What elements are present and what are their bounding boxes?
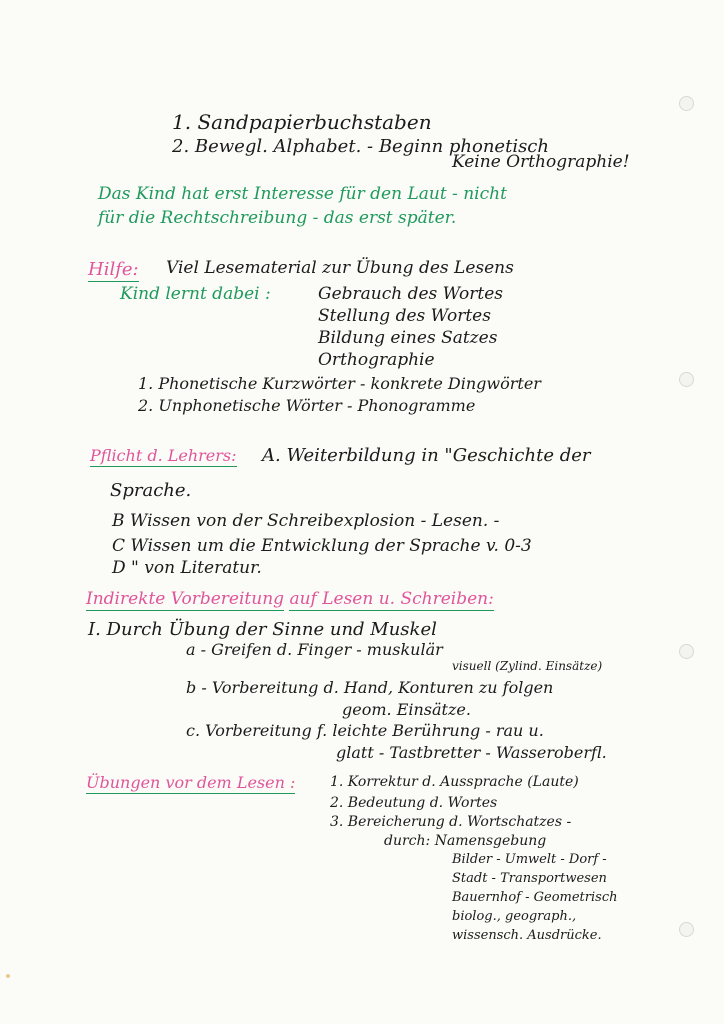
punch-hole — [679, 644, 694, 659]
uebung-3-item-2: Stadt - Transportwesen — [452, 871, 607, 886]
uebung-3-by: durch: Namensgebung — [384, 833, 547, 849]
punch-hole — [679, 372, 694, 387]
list-item-unphonetic-words: 2. Unphonetische Wörter - Phonogramme — [138, 396, 476, 415]
item-c-sub: glatt - Tastbretter - Wasseroberfl. — [336, 743, 607, 762]
pflicht-item-d: D " von Literatur. — [112, 558, 262, 578]
pflicht-label — [90, 448, 237, 464]
green-note-line-1: Das Kind hat erst Interesse für den Laut - nicht — [98, 184, 507, 204]
kind-item-position: Stellung des Wortes — [318, 306, 491, 326]
paper-speck — [6, 974, 10, 978]
uebungen-label — [86, 775, 295, 791]
punch-hole — [679, 922, 694, 937]
pflicht-item-a: A. Weiterbildung in "Geschichte der — [262, 445, 591, 466]
hilfe-label-text: Hilfe: — [88, 259, 139, 280]
kind-label: Kind lernt dabei : — [120, 284, 271, 304]
kind-item-usage: Gebrauch des Wortes — [318, 284, 503, 304]
indirekte-heading-part-1: Indirekte Vorbereitung — [86, 589, 285, 609]
pflicht-item-a-cont: Sprache. — [110, 480, 192, 501]
kind-item-sentence: Bildung eines Satzes — [318, 328, 498, 348]
hilfe-label — [88, 261, 139, 279]
list-item-movable-alphabet: 2. Bewegl. Alphabet. - Beginn phonetisch — [172, 136, 549, 157]
uebung-3-item-5: wissensch. Ausdrücke. — [452, 928, 602, 943]
list-item-sandpaper-letters: 1. Sandpapierbuchstaben — [172, 110, 432, 134]
uebungen-label-text: Übungen vor dem Lesen : — [86, 773, 296, 792]
uebung-2: 2. Bedeutung d. Wortes — [330, 795, 498, 811]
item-b-hand: b - Vorbereitung d. Hand, Konturen zu folgen — [186, 678, 554, 697]
indirekte-heading — [86, 591, 494, 608]
item-a-sub: visuell (Zylind. Einsätze) — [452, 659, 603, 673]
kind-item-orthography: Orthographie — [318, 350, 435, 370]
note-no-orthography: Keine Orthographie! — [452, 152, 630, 172]
item-b-sub: geom. Einsätze. — [342, 700, 471, 719]
item-c-touch: c. Vorbereitung f. leichte Berührung - rau u. — [186, 721, 544, 740]
punch-hole — [679, 96, 694, 111]
hilfe-text: Viel Lesematerial zur Übung des Lesens — [166, 258, 514, 278]
uebung-3-item-3: Bauernhof - Geometrisch — [452, 890, 618, 905]
pflicht-item-b: B Wissen von der Schreibexplosion - Lesen. - — [112, 511, 500, 531]
list-item-phonetic-words: 1. Phonetische Kurzwörter - konkrete Dingwörter — [138, 374, 541, 393]
uebung-1: 1. Korrektur d. Aussprache (Laute) — [330, 774, 579, 790]
section-i-heading: I. Durch Übung der Sinne und Muskel — [88, 619, 437, 640]
indirekte-heading-part-2: auf Lesen u. Schreiben: — [289, 589, 494, 609]
uebung-3-item-4: biolog., geograph., — [452, 909, 577, 924]
pflicht-item-c: C Wissen um die Entwicklung der Sprache v. 0-3 — [112, 536, 532, 556]
pflicht-label-text: Pflicht d. Lehrers: — [90, 446, 237, 465]
item-a-grasping: a - Greifen d. Finger - muskulär — [186, 640, 443, 659]
uebung-3-item-1: Bilder - Umwelt - Dorf - — [452, 852, 607, 867]
green-note-line-2: für die Rechtschreibung - das erst später. — [98, 208, 457, 228]
uebung-3: 3. Bereicherung d. Wortschatzes - — [330, 814, 572, 830]
